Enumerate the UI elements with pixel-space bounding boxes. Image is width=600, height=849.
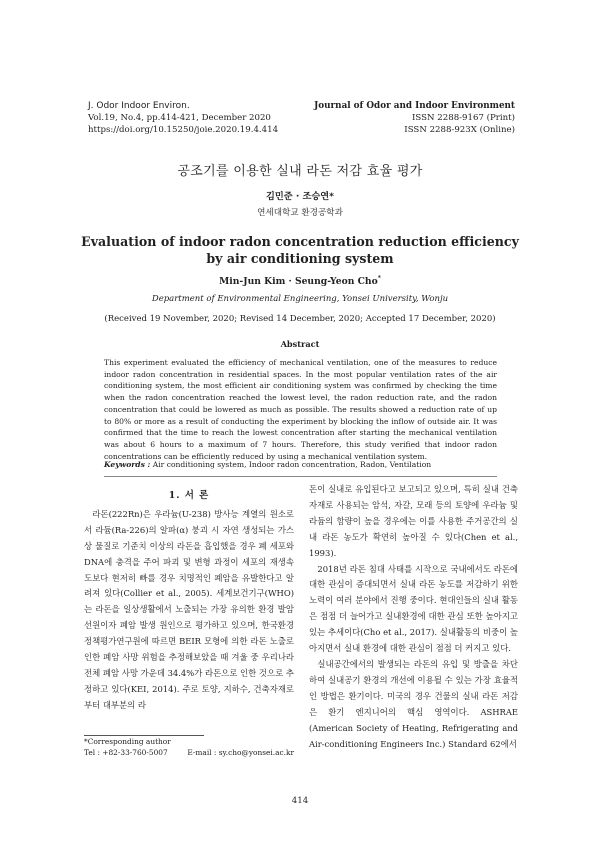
abstract-heading: Abstract [280, 339, 320, 349]
page-number: 414 [291, 796, 309, 806]
english-affiliation: Department of Environmental Engineering, Yonsei University, Wonju [151, 294, 449, 304]
doi-link[interactable]: https://doi.org/10.15250/joie.2020.19.4.414 [88, 125, 279, 136]
footnote [84, 737, 294, 758]
keywords [104, 459, 497, 470]
keywords-list: Air conditioning system, Indoor radon concentration, Radon, Ventilation [152, 460, 432, 469]
english-title [60, 233, 540, 267]
body-column-right [309, 482, 518, 752]
footnote-tel: Tel : +82-33-760-5007 [84, 747, 168, 757]
korean-title: 공조기를 이용한 실내 라돈 저감 효율 평가 [177, 164, 423, 179]
section-heading: 1. 서 론 [168, 490, 210, 501]
volume-info: Vol.19, No.4, pp.414-421, December 2020 [88, 113, 271, 124]
journal-abbrev: J. Odor Indoor Environ. [88, 101, 190, 111]
received-dates: (Received 19 November, 2020; Revised 14 December, 2020; Accepted 17 December, 2020) [104, 314, 496, 324]
body-column-left [84, 486, 294, 714]
paragraph: 실내공간에서의 발생되는 라돈의 유입 및 방출을 차단하여 실내공기 환경의 개선에 이용될 수 있는 가장 효율적인 방법은 환기이다. 미국의 경우 건물의 실내 라돈 저감은 환기 엔지니어의 핵심 영역이다. ASHRAE (American Society of Heating, Refrigerating and Air-conditioning Engineers Inc.) Standard 62에서 [309, 658, 518, 749]
english-author-names: Min-Jun Kim · Seung-Yeon Cho [219, 276, 378, 288]
journal-issn-header [255, 100, 515, 137]
korean-affiliation: 연세대학교 환경공학과 [257, 208, 343, 218]
paragraph: 라돈(222Rn)은 우라늄(U-238) 방사능 계열의 원소로서 라듐(Ra-226)의 알파(α) 붕괴 시 자연 생성되는 가스상 물질로 기준치 이상의 라돈을 흡입했을 경우 폐 세포와 DNA에 충격을 주어 파괴 및 변형 과정이 세포의 재생속도보다 현저히 빠를 경우 치명적인 폐암을 유발한다고 알려져 있다(Collier et al., 2005). 세계보건기구(WHO)는 라돈을 일상생활에서 노출되는 가장 유의한 환경 발암선원이자 폐암 발생 원인으로 평가하고 있으며, 한국환경정책평가연구원에 따르면 BEIR 모형에 의한 라돈 노출로 인한 폐암 사망 위험을 추정해보았을 때 겨울 중 우리나라 전체 폐암 사망 가운데 34.4%가 라돈으로 인한 것으로 추정하고 있다(KEI, 2014). 주로 토양, 지하수, 건축자재로부터 대부분의 라 [84, 508, 294, 710]
issn-online: ISSN 2288-923X (Online) [404, 125, 515, 136]
paragraph: 2018년 라돈 침대 사태를 시작으로 국내에서도 라돈에 대한 관심이 증대되면서 실내 라돈 농도를 저감하기 위한 노력이 여러 분야에서 진행 중이다. 현대인들의 실내 활동은 점점 더 늘어가고 실내환경에 대한 관심 또한 높아지고 있는 추세이다(Cho et al., 2017). 실내활동의 비중이 높아지면서 실내 환경에 대한 관심이 점점 더 커지고 있다. [309, 563, 518, 654]
footnote-divider [84, 735, 204, 736]
abstract-divider [104, 476, 497, 477]
abstract-text: This experiment evaluated the efficiency of mechanical ventilation, one of the measures to reduce indoor radon concentration in residential spaces. In the most popular ventilation rates of the air conditioning system, the most efficient air conditioning system was confirmed by checking the time when the radon concentration reached the lowest level, the radon reduction rate, and the radon concentration that could be lowered as much as possible. The results showed a reduction rate of up to 80% or more as a result of conducting the experiment by blocking the inflow of outside air. It was confirmed that the time to reach the lowest concentration after starting the mechanical ventilation was about 6 hours to a maximum of 7 hours. Therefore, this study verified that indoor radon concentrations can be efficiently reduced by using a mechanical ventilation system. [104, 358, 497, 461]
korean-authors: 김민준 · 조승연* [266, 191, 334, 202]
english-title-line1: Evaluation of indoor radon concentration reduction efficiency [81, 234, 519, 249]
english-authors [0, 275, 600, 287]
english-title-line2: by air conditioning system [206, 251, 394, 266]
keywords-label: Keywords : [104, 460, 151, 469]
footnote-contact [84, 748, 294, 759]
paragraph: 돈이 실내로 유입된다고 보고되고 있으며, 특히 실내 건축자재로 사용되는 암석, 자갈, 모래 등의 토양에 우라늄 및 라듐의 함량이 높을 경우에는 이를 사용한 주거공간의 실내 라돈 농도가 확연히 높아질 수 있다(Chen et al., 1993). [309, 484, 518, 558]
journal-name: Journal of Odor and Indoor Environment [314, 101, 515, 111]
issn-print: ISSN 2288-9167 (Print) [412, 113, 515, 124]
footnote-label: *Corresponding author [84, 737, 171, 746]
footnote-email[interactable]: E-mail : sy.cho@yonsei.ac.kr [187, 747, 294, 757]
corresponding-mark: * [377, 275, 381, 282]
